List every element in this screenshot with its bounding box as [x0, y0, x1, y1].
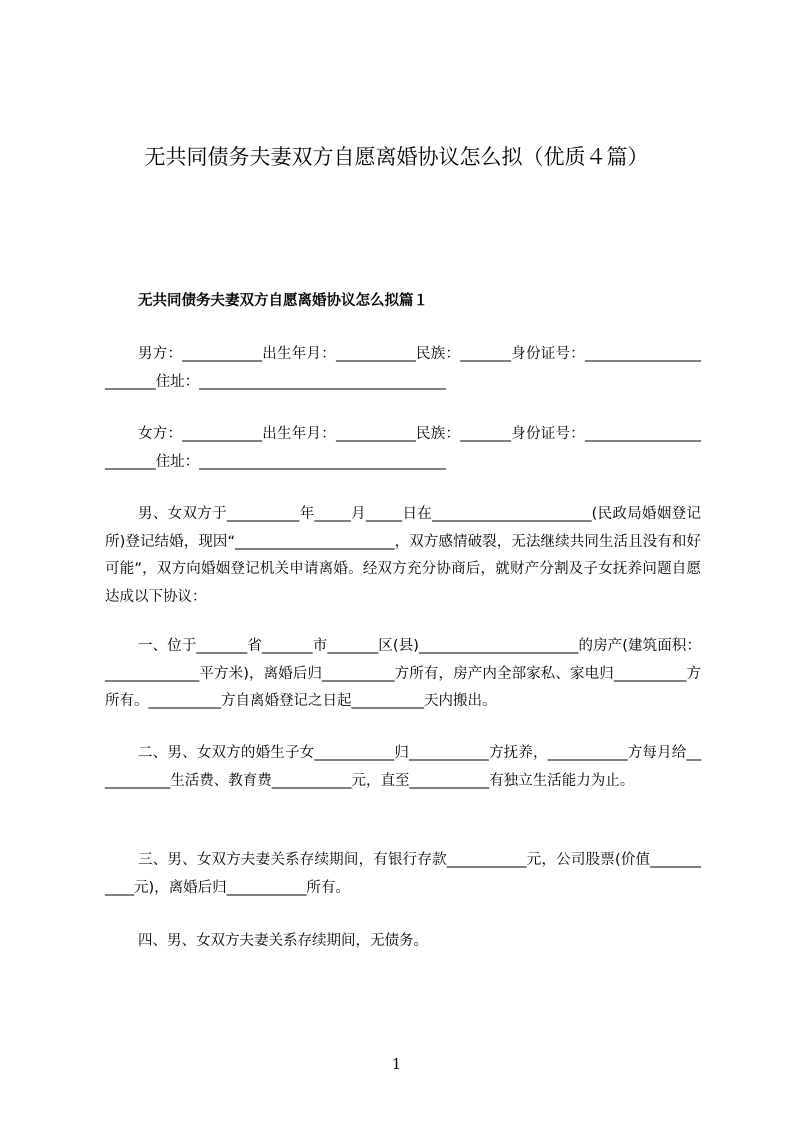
paragraph-clause-debts: 四、男、女双方夫妻关系存续期间，无债务。 — [138, 933, 428, 949]
page-number: 1 — [391, 1055, 402, 1073]
paragraph-female-party: 女方：___________出生年月：___________民族：_______身份证号：_______________________住址：__________________________________ — [105, 426, 701, 470]
paragraph-clause-property: 一、位于_______省_______市_______区(县)______________________的房产(建筑面积：_____________平方米)，离婚后归__________方所有，房产内全部家私、家电归__________方所有。__________方自离婚登记之日起__________天内搬出。 — [105, 638, 701, 709]
paragraph-clause-savings: 三、男、女双方夫妻关系存续期间，有银行存款___________元，公司股票(价值___________元)，离婚后归___________所有。 — [105, 852, 701, 896]
paragraph-male-party: 男方：___________出生年月：___________民族：_______身份证号：_______________________住址：__________________________________ — [105, 346, 701, 390]
paragraph-clause-children: 二、男、女双方的婚生子女___________归___________方抚养，___________方每月给___________生活费、教育费___________元，直至___________有独立生活能力为止。 — [105, 745, 701, 789]
section-heading: 无共同债务夫妻双方自愿离婚协议怎么拟篇１ — [138, 293, 428, 309]
document-title: 无共同债务夫妻双方自愿离婚协议怎么拟（优质４篇） — [144, 145, 649, 169]
paragraph-marriage-info: 男、女双方于__________年_____月_____日在______________________(民政局婚姻登记所)登记结婚，现因“______________________，双方感情破裂，无法继续共同生活且没有和好可能”，双方向婚姻登记机关申请离婚。经双方充分协商后，就财产分割及子女抚养问题自愿达成以下协议： — [105, 506, 701, 605]
